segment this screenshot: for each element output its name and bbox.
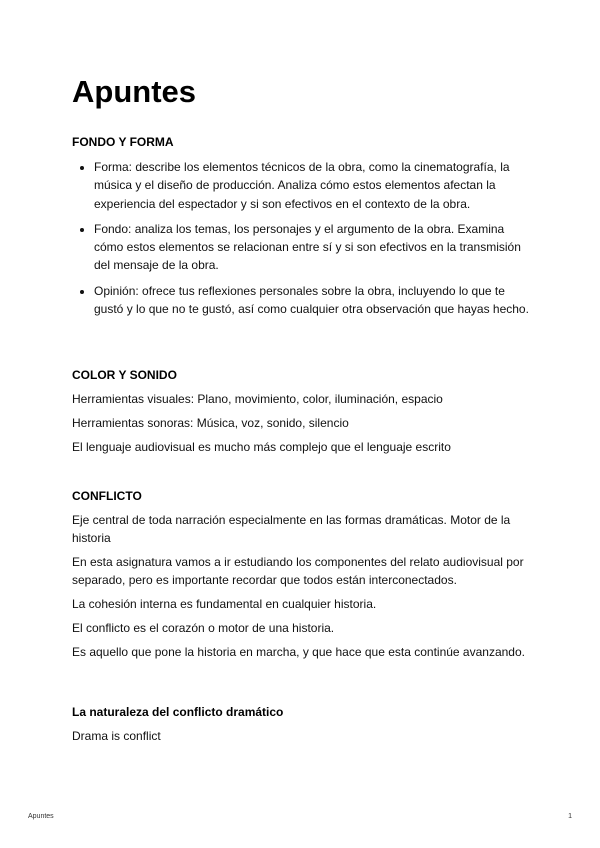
bullet-dot-icon: [80, 290, 84, 294]
footer-title: Apuntes: [28, 813, 54, 820]
bullet-item-forma: [72, 158, 532, 213]
paragraph: La cohesión interna es fundamental en cualquier historia.: [72, 597, 377, 611]
paragraph: Drama is conflict: [72, 729, 161, 743]
paragraph: En esta asignatura vamos a ir estudiando los componentes del relato audiovisual por separado, pero es importante recordar que todos están interconectados.: [72, 555, 524, 588]
bullet-item-opinion: [72, 282, 532, 319]
bullet-text: Opinión: ofrece tus reflexiones personales sobre la obra, incluyendo lo que te gustó y lo que no te gustó, así como cualquier otra observación que hayas hecho.: [94, 283, 529, 317]
bullet-text: Fondo: analiza los temas, los personajes y el argumento de la obra. Examina cómo estos elementos se relacionan entre sí y si son efectivos en la transmisión del mensaje de la obra.: [94, 221, 521, 273]
paragraph: El conflicto es el corazón o motor de una historia.: [72, 621, 335, 635]
page-title: Apuntes: [72, 74, 196, 109]
page-number: 1: [568, 813, 572, 820]
subheading-naturaleza-conflicto: La naturaleza del conflicto dramático: [72, 705, 284, 719]
paragraph: Herramientas visuales: Plano, movimiento, color, iluminación, espacio: [72, 392, 443, 406]
paragraph: Eje central de toda narración especialmente en las formas dramáticas. Motor de la historia: [72, 513, 511, 546]
section-heading-conflicto: CONFLICTO: [72, 489, 142, 503]
bullet-dot-icon: [80, 228, 84, 232]
section-heading-color-sonido: COLOR Y SONIDO: [72, 368, 177, 382]
bullet-item-fondo: [72, 220, 532, 275]
bullet-list: [72, 158, 532, 325]
bullet-dot-icon: [80, 166, 84, 170]
paragraph: Es aquello que pone la historia en marcha, y que hace que esta continúe avanzando.: [72, 645, 525, 659]
section-heading-fondo-forma: FONDO Y FORMA: [72, 135, 174, 149]
bullet-text: Forma: describe los elementos técnicos de la obra, como la cinematografía, la música y el diseño de producción. Analiza cómo estos elementos afectan la experiencia del espectador y si son efectivos en el contexto de la obra.: [94, 160, 510, 211]
paragraph: Herramientas sonoras: Música, voz, sonido, silencio: [72, 416, 349, 430]
paragraph: El lenguaje audiovisual es mucho más complejo que el lenguaje escrito: [72, 440, 451, 454]
